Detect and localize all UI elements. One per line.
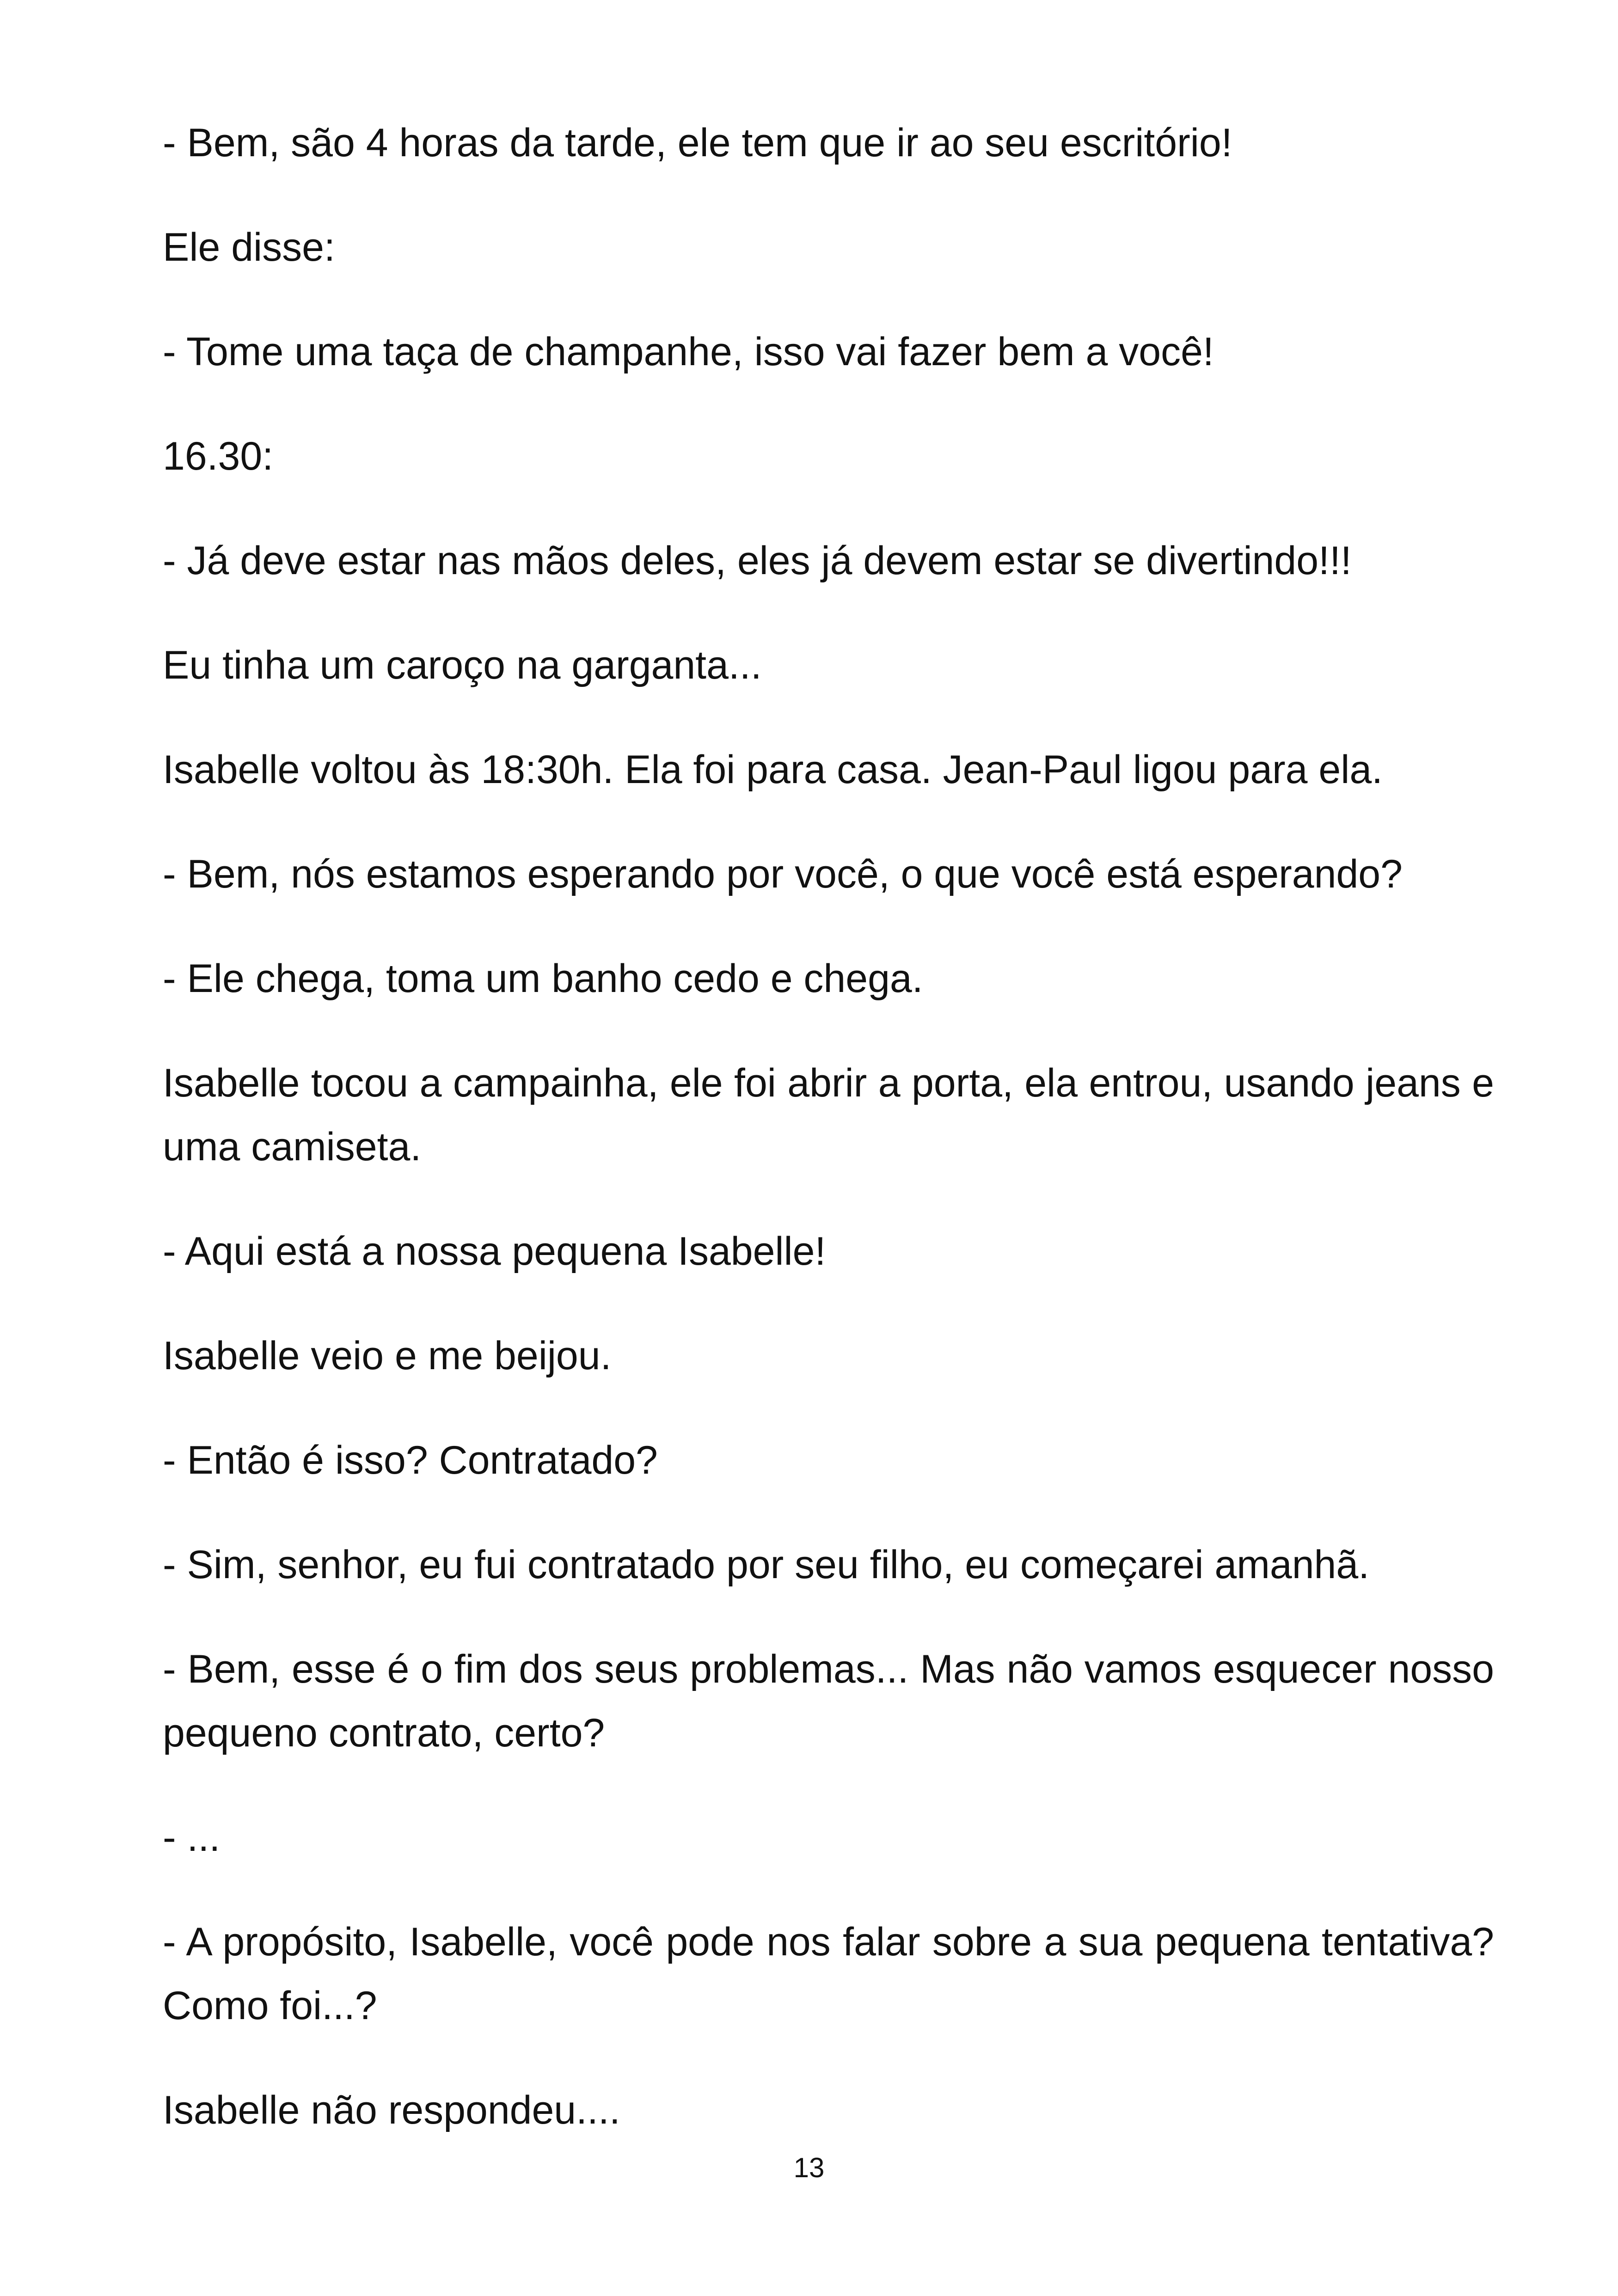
paragraph: Ele disse: bbox=[163, 225, 335, 269]
paragraph: - Bem, são 4 horas da tarde, ele tem que ir ao seu escritório! bbox=[163, 121, 1232, 165]
page-body bbox=[163, 111, 1494, 2183]
paragraph: - Aqui está a nossa pequena Isabelle! bbox=[163, 1229, 826, 1274]
paragraph: Eu tinha um caroço na garganta... bbox=[163, 643, 762, 687]
paragraph: - A propósito, Isabelle, você pode nos falar sobre a sua pequena tentativa? Como foi...? bbox=[163, 1920, 1494, 2028]
paragraph: Isabelle não respondeu.... bbox=[163, 2088, 620, 2132]
paragraph: Isabelle voltou às 18:30h. Ela foi para casa. Jean-Paul ligou para ela. bbox=[163, 747, 1383, 792]
paragraph: - Então é isso? Contratado? bbox=[163, 1438, 658, 1482]
paragraph: Isabelle veio e me beijou. bbox=[163, 1334, 612, 1378]
paragraph: - Sim, senhor, eu fui contratado por seu filho, eu começarei amanhã. bbox=[163, 1543, 1370, 1587]
paragraph: - Bem, esse é o fim dos seus problemas... Mas não vamos esquecer nosso pequeno contrato, certo? bbox=[163, 1647, 1494, 1755]
paragraph: - Já deve estar nas mãos deles, eles já devem estar se divertindo!!! bbox=[163, 539, 1352, 583]
paragraph: - Bem, nós estamos esperando por você, o que você está esperando? bbox=[163, 852, 1403, 896]
paragraph: Isabelle tocou a campainha, ele foi abrir a porta, ela entrou, usando jeans e uma camiseta. bbox=[163, 1061, 1494, 1169]
paragraph: 16.30: bbox=[163, 434, 274, 478]
paragraph: - ... bbox=[163, 1815, 221, 1860]
page-number: 13 bbox=[793, 2152, 825, 2183]
paragraph: - Ele chega, toma um banho cedo e chega. bbox=[163, 956, 923, 1001]
paragraph: - Tome uma taça de champanhe, isso vai fazer bem a você! bbox=[163, 330, 1214, 374]
